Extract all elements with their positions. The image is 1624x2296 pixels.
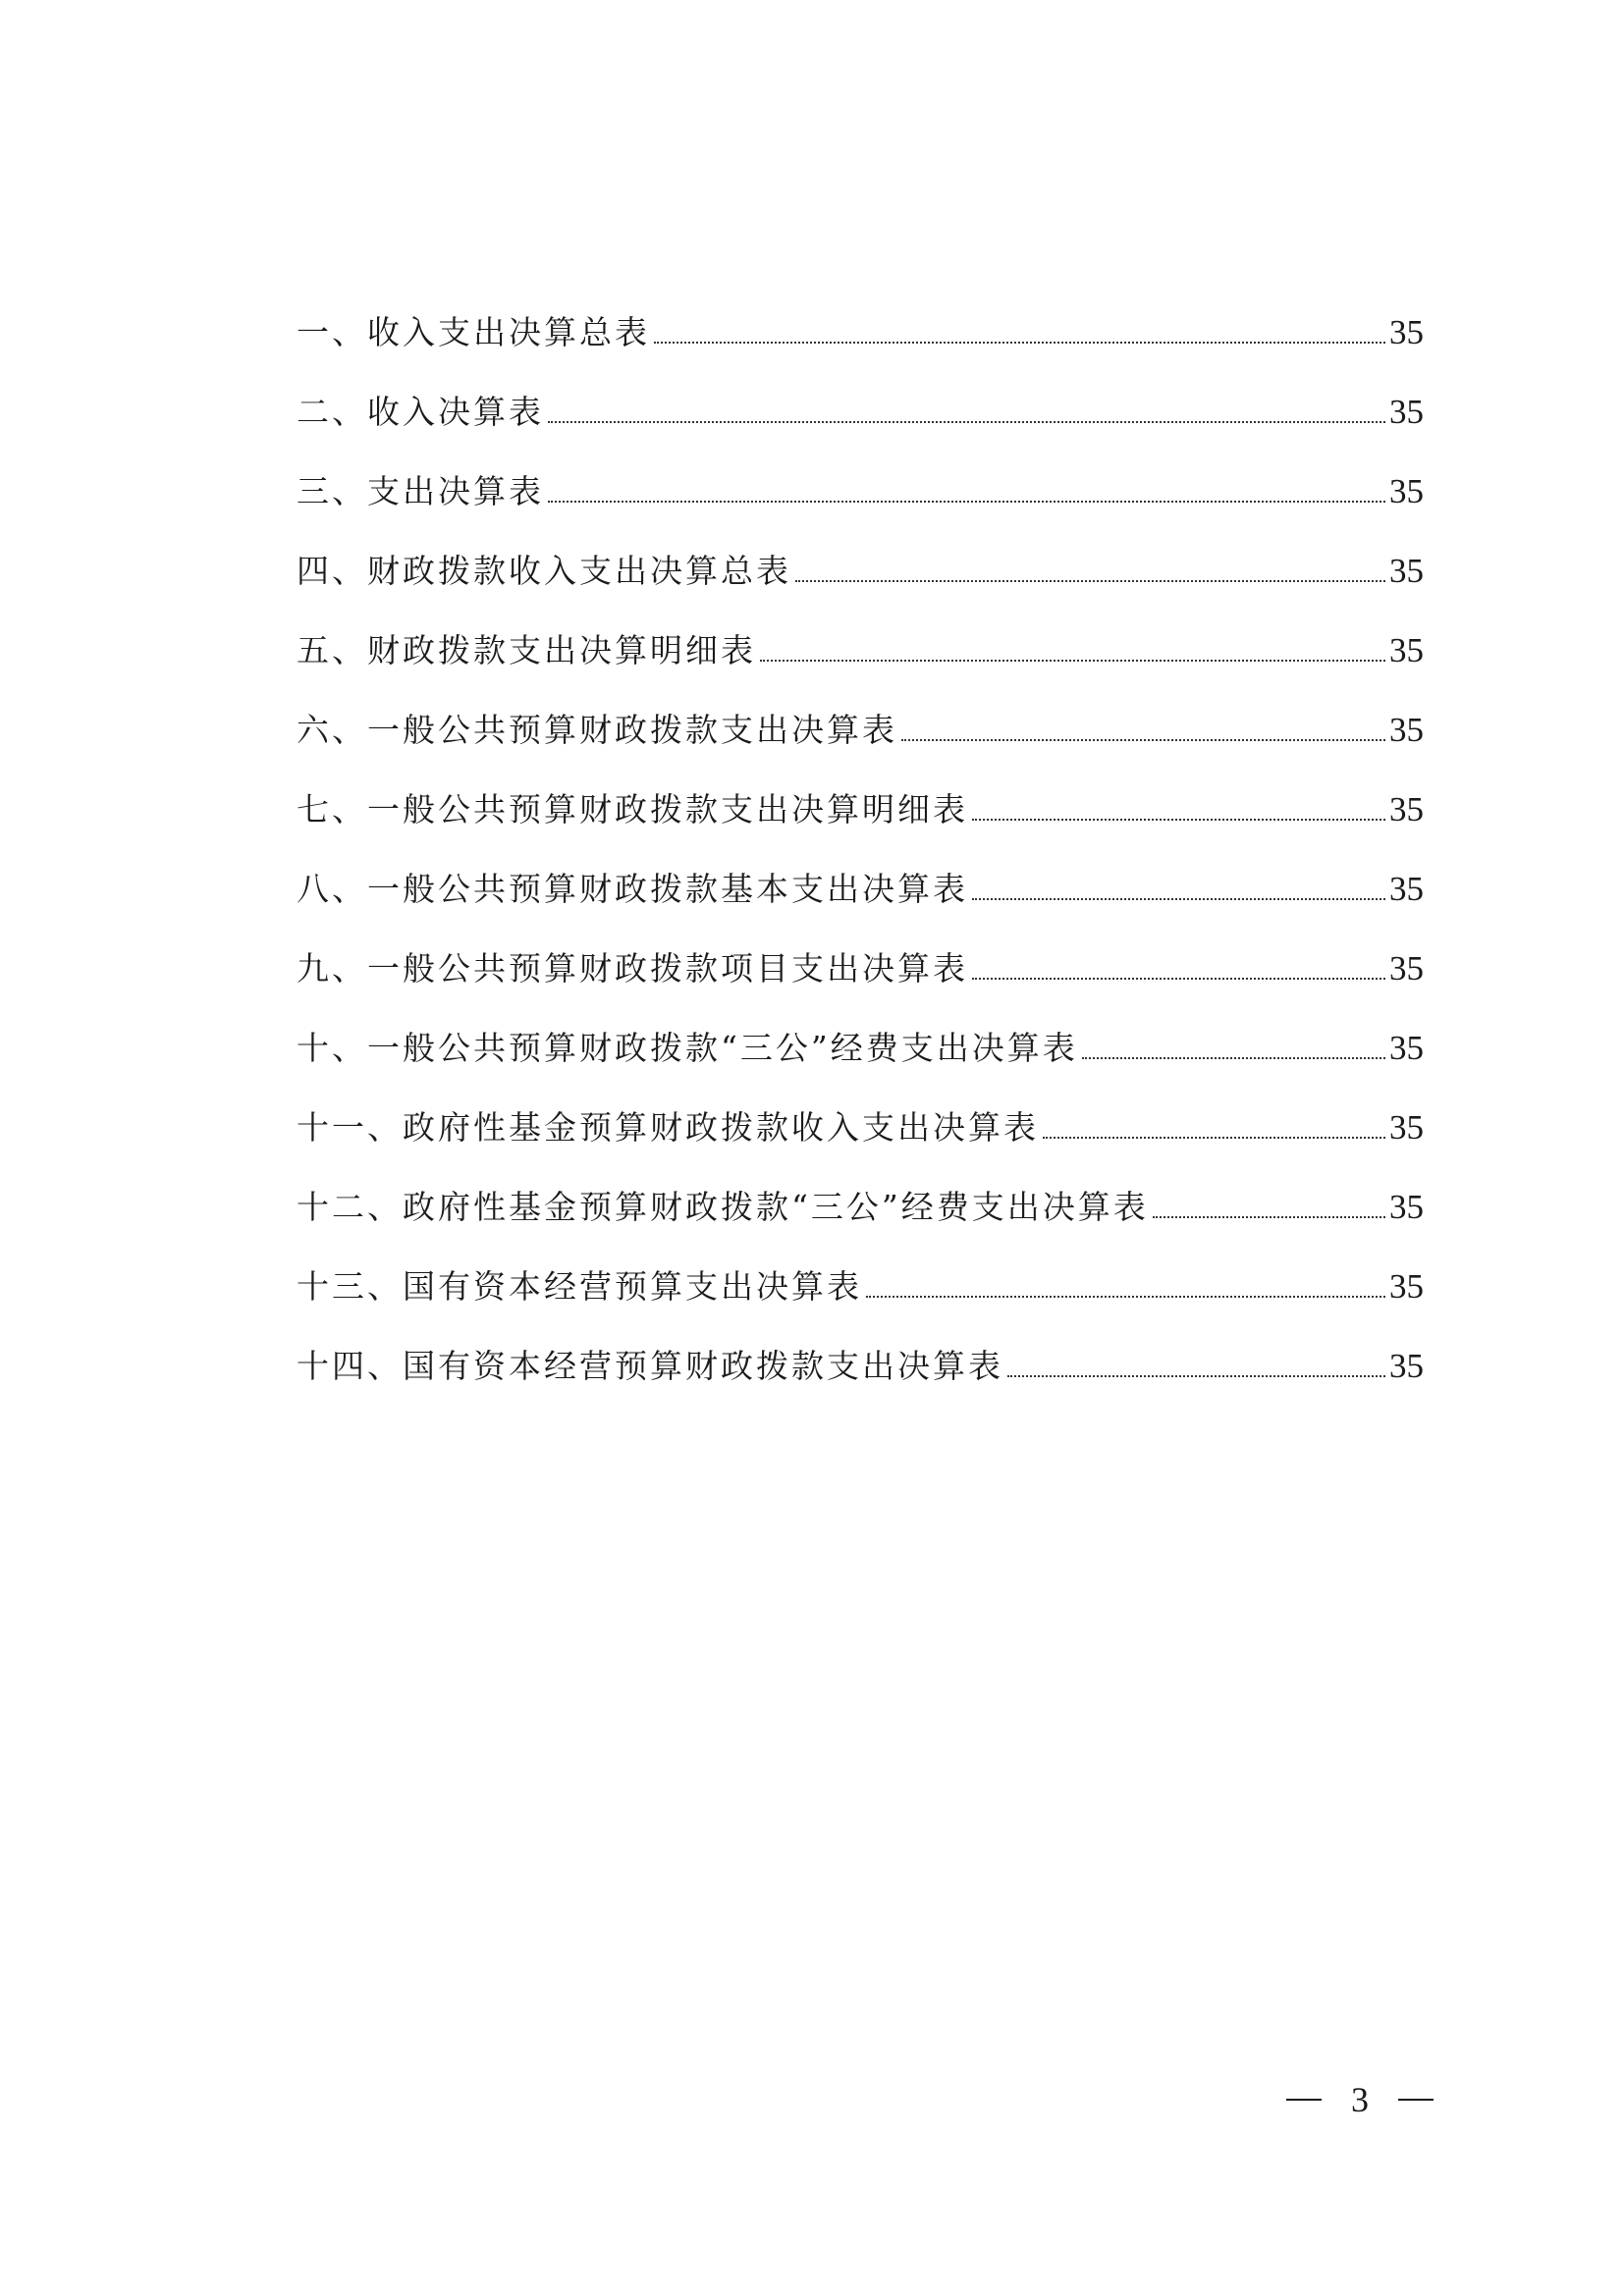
page-number-left-dash bbox=[1286, 2099, 1322, 2101]
page-footer-number bbox=[1286, 2079, 1434, 2120]
table-of-contents bbox=[297, 293, 1424, 1406]
toc-entry[interactable] bbox=[297, 1247, 1424, 1326]
toc-entry[interactable] bbox=[297, 611, 1424, 690]
toc-dot-leader bbox=[548, 501, 1385, 503]
toc-dot-leader bbox=[972, 978, 1385, 980]
toc-dot-leader bbox=[1153, 1216, 1385, 1218]
toc-entry-page: 35 bbox=[1389, 790, 1424, 828]
toc-entry-title: 三、支出决算表 bbox=[297, 472, 544, 510]
toc-dot-leader bbox=[1082, 1057, 1385, 1059]
page-number: 3 bbox=[1351, 2080, 1369, 2119]
toc-entry-title: 十一、政府性基金预算财政拨款收入支出决算表 bbox=[297, 1108, 1039, 1147]
toc-entry[interactable] bbox=[297, 531, 1424, 611]
toc-entry-title: 六、一般公共预算财政拨款支出决算表 bbox=[297, 711, 897, 749]
toc-entry[interactable] bbox=[297, 452, 1424, 531]
toc-entry-page: 35 bbox=[1389, 1188, 1424, 1226]
toc-dot-leader bbox=[548, 421, 1385, 423]
toc-dot-leader bbox=[972, 819, 1385, 821]
toc-entry[interactable] bbox=[297, 1088, 1424, 1167]
toc-entry[interactable] bbox=[297, 929, 1424, 1008]
page-number-right-dash bbox=[1398, 2099, 1434, 2101]
toc-entry[interactable] bbox=[297, 293, 1424, 372]
toc-entry-title: 十三、国有资本经营预算支出决算表 bbox=[297, 1267, 862, 1306]
toc-dot-leader bbox=[795, 580, 1385, 582]
toc-entry-page: 35 bbox=[1389, 949, 1424, 988]
toc-dot-leader bbox=[972, 898, 1385, 900]
toc-entry-page: 35 bbox=[1389, 313, 1424, 351]
toc-entry[interactable] bbox=[297, 1008, 1424, 1088]
toc-entry-title: 五、财政拨款支出决算明细表 bbox=[297, 631, 756, 669]
toc-entry-page: 35 bbox=[1389, 472, 1424, 510]
toc-dot-leader bbox=[760, 660, 1385, 662]
toc-entry[interactable] bbox=[297, 690, 1424, 770]
toc-dot-leader bbox=[654, 342, 1385, 344]
toc-entry-page: 35 bbox=[1389, 711, 1424, 749]
toc-entry-page: 35 bbox=[1389, 1267, 1424, 1306]
toc-entry[interactable] bbox=[297, 1167, 1424, 1247]
toc-entry-page: 35 bbox=[1389, 1108, 1424, 1147]
toc-entry-title: 十四、国有资本经营预算财政拨款支出决算表 bbox=[297, 1347, 1003, 1385]
toc-entry[interactable] bbox=[297, 372, 1424, 452]
toc-dot-leader bbox=[866, 1296, 1385, 1298]
toc-dot-leader bbox=[1043, 1137, 1385, 1139]
toc-dot-leader bbox=[1007, 1375, 1385, 1377]
toc-entry-title: 四、财政拨款收入支出决算总表 bbox=[297, 552, 791, 590]
toc-entry-page: 35 bbox=[1389, 393, 1424, 431]
toc-entry-title: 七、一般公共预算财政拨款支出决算明细表 bbox=[297, 790, 968, 828]
toc-entry-page: 35 bbox=[1389, 552, 1424, 590]
toc-entry[interactable] bbox=[297, 1326, 1424, 1406]
toc-entry-title: 十、一般公共预算财政拨款“三公”经费支出决算表 bbox=[297, 1029, 1078, 1067]
toc-entry-title: 九、一般公共预算财政拨款项目支出决算表 bbox=[297, 949, 968, 988]
toc-entry[interactable] bbox=[297, 849, 1424, 929]
toc-entry-page: 35 bbox=[1389, 1347, 1424, 1385]
toc-entry-page: 35 bbox=[1389, 1029, 1424, 1067]
toc-entry-title: 一、收入支出决算总表 bbox=[297, 313, 650, 351]
toc-entry-title: 二、收入决算表 bbox=[297, 393, 544, 431]
toc-entry-page: 35 bbox=[1389, 631, 1424, 669]
toc-entry[interactable] bbox=[297, 770, 1424, 849]
toc-entry-title: 十二、政府性基金预算财政拨款“三公”经费支出决算表 bbox=[297, 1188, 1149, 1226]
toc-entry-title: 八、一般公共预算财政拨款基本支出决算表 bbox=[297, 870, 968, 908]
toc-dot-leader bbox=[901, 739, 1385, 741]
toc-entry-page: 35 bbox=[1389, 870, 1424, 908]
